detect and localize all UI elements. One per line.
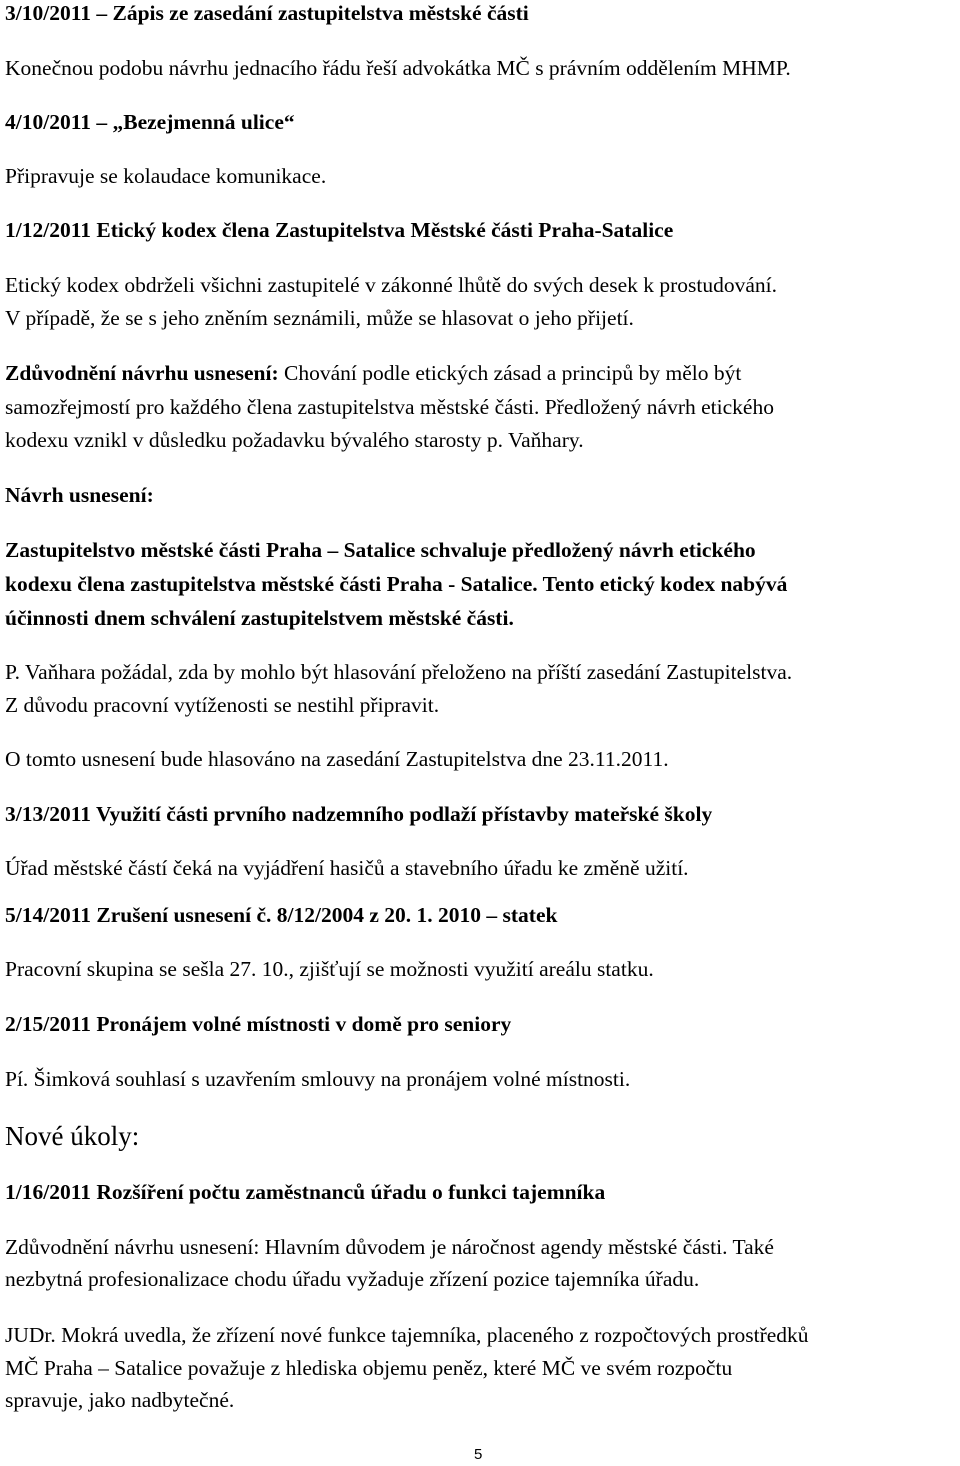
new-task-reason-line-2: nezbytná profesionalizace chodu úřadu vyžaduje zřízení pozice tajemníka úřadu. — [5, 1267, 700, 1291]
reason-text: Chování podle etických zásad a principů by mělo být — [278, 361, 742, 385]
item-3-body-line-2: V případě, že se s jeho zněním seznámili, může se hlasovat o jeho přijetí. — [5, 306, 634, 330]
proposal-line-3: účinnosti dnem schválení zastupitelstvem městské části. — [5, 606, 514, 630]
proposal-line-1: Zastupitelstvo městské části Praha – Satalice schvaluje předložený návrh etického — [5, 538, 756, 562]
item-2-heading: 4/10/2011 – „Bezejmenná ulice“ — [5, 110, 295, 134]
new-task-reason-line-1: Zdůvodnění návrhu usnesení: Hlavním důvodem je náročnost agendy městské části. Také — [5, 1235, 774, 1259]
item-5-heading: 5/14/2011 Zrušení usnesení č. 8/12/2004 z 20. 1. 2010 – statek — [5, 903, 558, 927]
new-task-opinion-line-3: spravuje, jako nadbytečné. — [5, 1388, 235, 1412]
new-tasks-title: Nové úkoly: — [5, 1121, 140, 1151]
item-1-heading: 3/10/2011 – Zápis ze zasedání zastupitelstva městské části — [5, 1, 529, 25]
new-task-heading: 1/16/2011 Rozšíření počtu zaměstnanců úřadu o funkci tajemníka — [5, 1180, 606, 1204]
item-3-heading: 1/12/2011 Etický kodex člena Zastupitelstva Městské části Praha-Satalice — [5, 218, 674, 242]
page-number: 5 — [474, 1446, 483, 1463]
reason-label: Zdůvodnění návrhu usnesení: — [5, 361, 279, 385]
item-3-reason-line-2: samozřejmostí pro každého člena zastupitelstva městské části. Předložený návrh etického — [5, 395, 774, 419]
new-task-opinion-line-2: MČ Praha – Satalice považuje z hlediska objemu peněz, které MČ ve svém rozpočtu — [5, 1356, 733, 1380]
item-4-body: Úřad městské částí čeká na vyjádření hasičů a stavebního úřadu ke změně užití. — [5, 856, 689, 880]
item-3-body-line-1: Etický kodex obdrželi všichni zastupitelé v zákonné lhůtě do svých desek k prostudování. — [5, 273, 778, 297]
item-3-reason-line-3: kodexu vznikl v důsledku požadavku bývalého starosty p. Vaňhary. — [5, 428, 584, 452]
item-3-note-line-2: Z důvodu pracovní vytíženosti se nestihl připravit. — [5, 693, 440, 717]
item-3-reason-line-1 — [5, 360, 741, 387]
item-2-body: Připravuje se kolaudace komunikace. — [5, 164, 327, 188]
item-3-note-line-1: P. Vaňhara požádal, zda by mohlo být hlasování přeloženo na příští zasedání Zastupitelstva. — [5, 660, 793, 684]
item-3-vote-note: O tomto usnesení bude hlasováno na zasedání Zastupitelstva dne 23.11.2011. — [5, 747, 669, 771]
item-6-body: Pí. Šimková souhlasí s uzavřením smlouvy na pronájem volné místnosti. — [5, 1067, 631, 1091]
item-4-heading: 3/13/2011 Využití části prvního nadzemního podlaží přístavby mateřské školy — [5, 802, 713, 826]
new-task-opinion-line-1: JUDr. Mokrá uvedla, že zřízení nové funkce tajemníka, placeného z rozpočtových prostředků — [5, 1323, 809, 1347]
item-1-body: Konečnou podobu návrhu jednacího řádu řeší advokátka MČ s právním oddělením MHMP. — [5, 56, 791, 80]
item-6-heading: 2/15/2011 Pronájem volné místnosti v domě pro seniory — [5, 1012, 512, 1036]
proposal-label: Návrh usnesení: — [5, 483, 154, 507]
item-5-body: Pracovní skupina se sešla 27. 10., zjišťují se možnosti využití areálu statku. — [5, 957, 654, 981]
proposal-line-2: kodexu člena zastupitelstva městské části Praha - Satalice. Tento etický kodex nabývá — [5, 572, 788, 596]
